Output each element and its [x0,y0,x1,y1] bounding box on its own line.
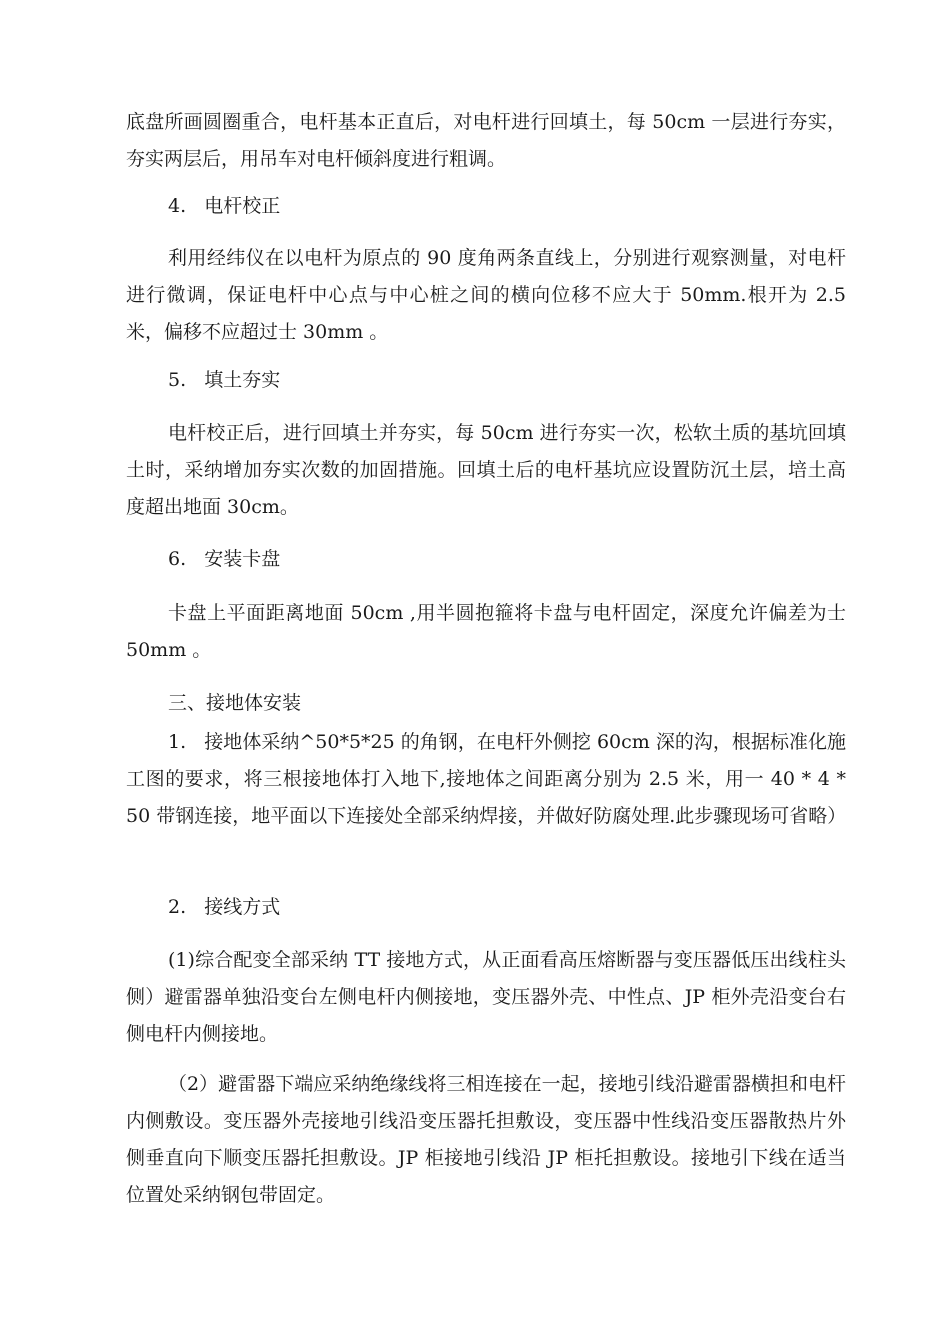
paragraph-backfill-compaction: 电杆校正后，进行回填土并夯实，每 50cm 进行夯实一次，松软土质的基坑回填土时，采纳增加夯实次数的加固措施。回填土后的电杆基坑应设置防沉土层，培土高度超出地面 30cm。 [126,422,846,518]
heading-install-chuck: 6. 安装卡盘 [168,548,281,570]
section-heading-grounding: 三、接地体安装 [168,692,302,714]
heading-wiring-method: 2. 接线方式 [168,896,281,918]
paragraph-arrester-wiring: （2）避雷器下端应采纳绝缘线将三相连接在一起，接地引线沿避雷器横担和电杆内侧敷设。变压器外壳接地引线沿变压器托担敷设，变压器中性线沿变压器散热片外侧垂直向下顺变压器托担敷设。JP 柜接地引线沿 JP 柜托担敷设。接地引下线在适当位置处采纳钢包带固定。 [126,1073,846,1206]
paragraph-grounding-body: 1. 接地体采纳^50*5*25 的角钢，在电杆外侧挖 60cm 深的沟，根据标准化施工图的要求，将三根接地体打入地下,接地体之间距离分别为 2.5 米，用一 40 * 4 * 50 带钢连接，地平面以下连接处全部采纳焊接，并做好防腐处理.此步骤现场可省略） [126,731,847,827]
paragraph-tt-grounding: (1)综合配变全部采纳 TT 接地方式，从正面看高压熔断器与变压器低压出线柱头侧）避雷器单独沿变台左侧电杆内侧接地，变压器外壳、中性点、JP 柜外壳沿变台右侧电杆内侧接地。 [126,949,846,1045]
paragraph-pole-backfill: 底盘所画圆圈重合，电杆基本正直后，对电杆进行回填土，每 50cm 一层进行夯实，夯实两层后，用吊车对电杆倾斜度进行粗调。 [126,111,846,170]
heading-backfill-compaction: 5. 填土夯实 [168,369,281,391]
paragraph-pole-correction: 利用经纬仪在以电杆为原点的 90 度角两条直线上，分别进行观察测量，对电杆进行微调，保证电杆中心点与中心桩之间的横向位移不应大于 50mm.根开为 2.5 米，偏移不应超过士 30mm 。 [126,247,846,343]
paragraph-install-chuck: 卡盘上平面距离地面 50cm ,用半圆抱箍将卡盘与电杆固定，深度允许偏差为士 50mm 。 [126,602,846,661]
heading-pole-correction: 4. 电杆校正 [168,195,281,217]
